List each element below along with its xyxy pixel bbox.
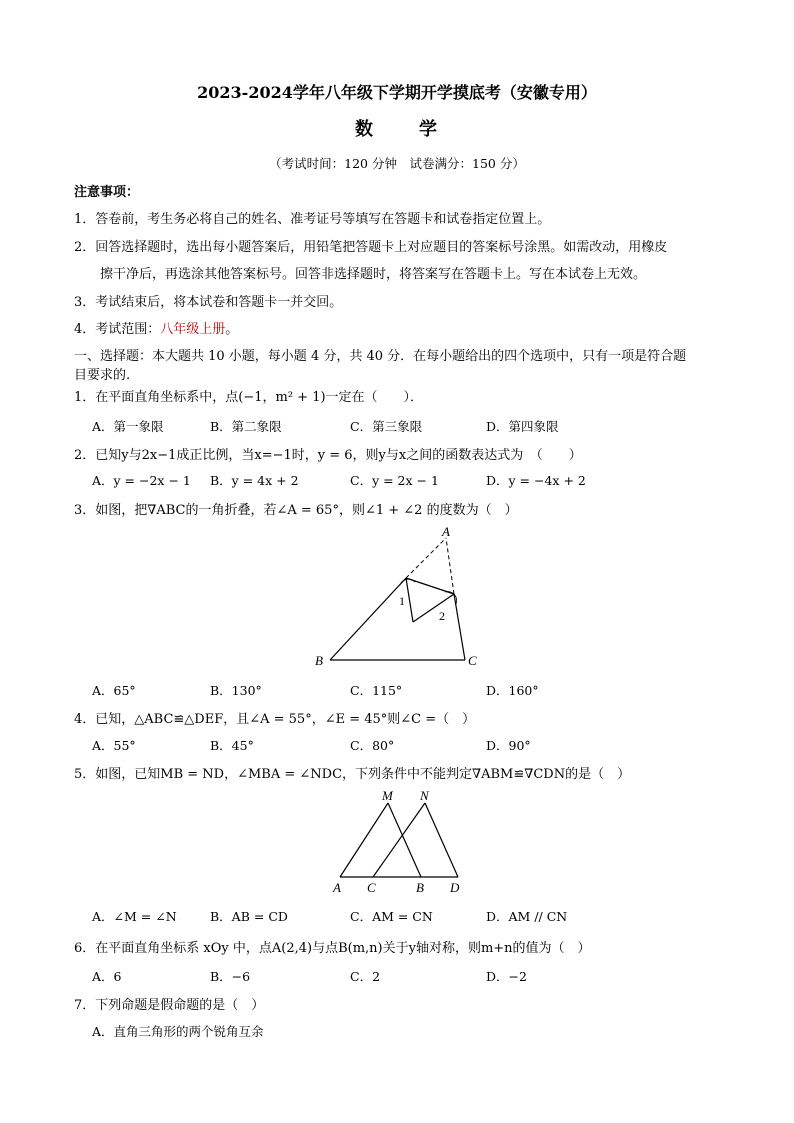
exam-title: 2023-2024学年八年级下学期开学摸底考（安徽专用）	[197, 83, 597, 102]
notice-item-2: 2．回答选择题时，选出每小题答案后，用铅笔把答题卡上对应题目的答案标号涂黑。如需改动，用橡皮	[74, 240, 668, 255]
question-2-stem: 2．已知y与2x−1成正比例，当x=−1时，y = 6，则y与x之间的函数表达式为 （ ）	[74, 448, 582, 463]
segment-nd	[425, 803, 458, 877]
q5-option-b[interactable]: B．AB = CD	[210, 909, 288, 924]
q5-option-a[interactable]: A．∠M = ∠N	[92, 909, 177, 924]
subject-heading	[0, 115, 794, 141]
q6-option-d[interactable]: D．−2	[486, 969, 527, 984]
section-intro-line2: 目要求的.	[74, 368, 131, 383]
label-angle-1: 1	[399, 594, 405, 608]
folded-side-1	[406, 578, 413, 622]
label-d: D	[450, 880, 460, 895]
q4-option-b[interactable]: B．45°	[210, 738, 254, 753]
question-5-figure	[325, 786, 470, 896]
q4-option-a[interactable]: A．55°	[92, 738, 136, 753]
q4-option-d[interactable]: D．90°	[486, 738, 531, 753]
label-a: A	[333, 880, 341, 895]
q5-option-d[interactable]: D．AM // CN	[486, 909, 568, 924]
q2-option-d[interactable]: D．y = −4x + 2	[486, 473, 586, 488]
notice-heading: 注意事项：	[74, 185, 140, 200]
question-5-stem: 5．如图，已知MB = ND，∠MBA = ∠NDC，下列条件中不能判定∇ABM≌∇CDN的是（ ）	[74, 767, 631, 782]
scope-suffix: 。	[225, 322, 239, 337]
subject-char-1: 数	[355, 119, 375, 140]
label-angle-2: 2	[439, 609, 445, 623]
label-b: B	[416, 880, 424, 895]
q2-option-a[interactable]: A．y = −2x − 1	[92, 473, 191, 488]
notice-item-1: 1．答卷前，考生务必将自己的姓名、准考证号等填写在答题卡和试卷指定位置上。	[74, 212, 551, 227]
q1-option-b[interactable]: B．第二象限	[210, 419, 282, 434]
q3-option-a[interactable]: A．65°	[92, 683, 136, 698]
dashed-ac-ext	[446, 538, 454, 594]
notice-item-3: 3．考试结束后，将本试卷和答题卡一并交回。	[74, 295, 343, 310]
question-7-stem: 7．下列命题是假命题的是（ ）	[74, 998, 265, 1013]
scope-value: 八年级上册	[160, 322, 226, 337]
label-c: C	[367, 880, 376, 895]
q4-option-c[interactable]: C．80°	[350, 738, 395, 753]
question-3-stem: 3．如图，把∇ABC的一角折叠，若∠A = 65°，则∠1 + ∠2 的度数为（ ）	[74, 503, 518, 518]
q3-option-d[interactable]: D．160°	[486, 683, 539, 698]
label-c: C	[468, 653, 477, 668]
q5-option-c[interactable]: C．AM = CN	[350, 909, 433, 924]
q1-option-d[interactable]: D．第四象限	[486, 419, 559, 434]
q2-option-b[interactable]: B．y = 4x + 2	[210, 473, 299, 488]
label-b: B	[315, 653, 323, 668]
question-1-stem: 1．在平面直角坐标系中，点(−1，m² + 1)一定在（ ）．	[74, 390, 424, 405]
label-a: A	[442, 524, 450, 539]
q6-option-b[interactable]: B．−6	[210, 969, 251, 984]
q6-option-c[interactable]: C．2	[350, 969, 381, 984]
q6-option-a[interactable]: A．6	[92, 969, 122, 984]
subject-char-2: 学	[419, 119, 439, 140]
section-intro-line1: 一、选择题：本大题共 10 小题，每小题 4 分，共 40 分．在每小题给出的四个选项中，只有一项是符合题	[74, 349, 687, 364]
notice-item-2-cont: 擦干净后，再选涂其他答案标号。回答非选择题时，将答案写在答题卡上。写在本试卷上无效。	[100, 267, 647, 282]
q2-option-c[interactable]: C．y = 2x − 1	[350, 473, 439, 488]
label-m: M	[382, 788, 393, 803]
label-n: N	[420, 788, 429, 803]
q1-option-c[interactable]: C．第三象限	[350, 419, 423, 434]
folded-side-2	[413, 594, 454, 622]
scope-prefix: 4．考试范围：	[74, 322, 161, 337]
segment-mb	[388, 803, 421, 877]
q3-option-c[interactable]: C．115°	[350, 683, 403, 698]
question-4-stem: 4．已知，△ABC≌△DEF，且∠A = 55°，∠E = 45°则∠C =（ ）	[74, 712, 476, 727]
q7-option-a[interactable]: A．直角三角形的两个锐角互余	[92, 1024, 264, 1039]
dashed-ab-ext	[406, 538, 446, 578]
question-3-figure	[300, 522, 500, 672]
q1-option-a[interactable]: A．第一象限	[92, 419, 164, 434]
side-ca	[454, 594, 465, 660]
side-ba	[330, 578, 406, 660]
notice-item-4	[74, 318, 238, 337]
exam-time-info: （考试时间：120 分钟 试卷满分：150 分）	[269, 156, 525, 171]
question-6-stem: 6．在平面直角坐标系 xOy 中，点A(2,4)与点B(m,n)关于y轴对称，则m+n的值为（ ）	[74, 941, 591, 956]
q3-option-b[interactable]: B．130°	[210, 683, 262, 698]
